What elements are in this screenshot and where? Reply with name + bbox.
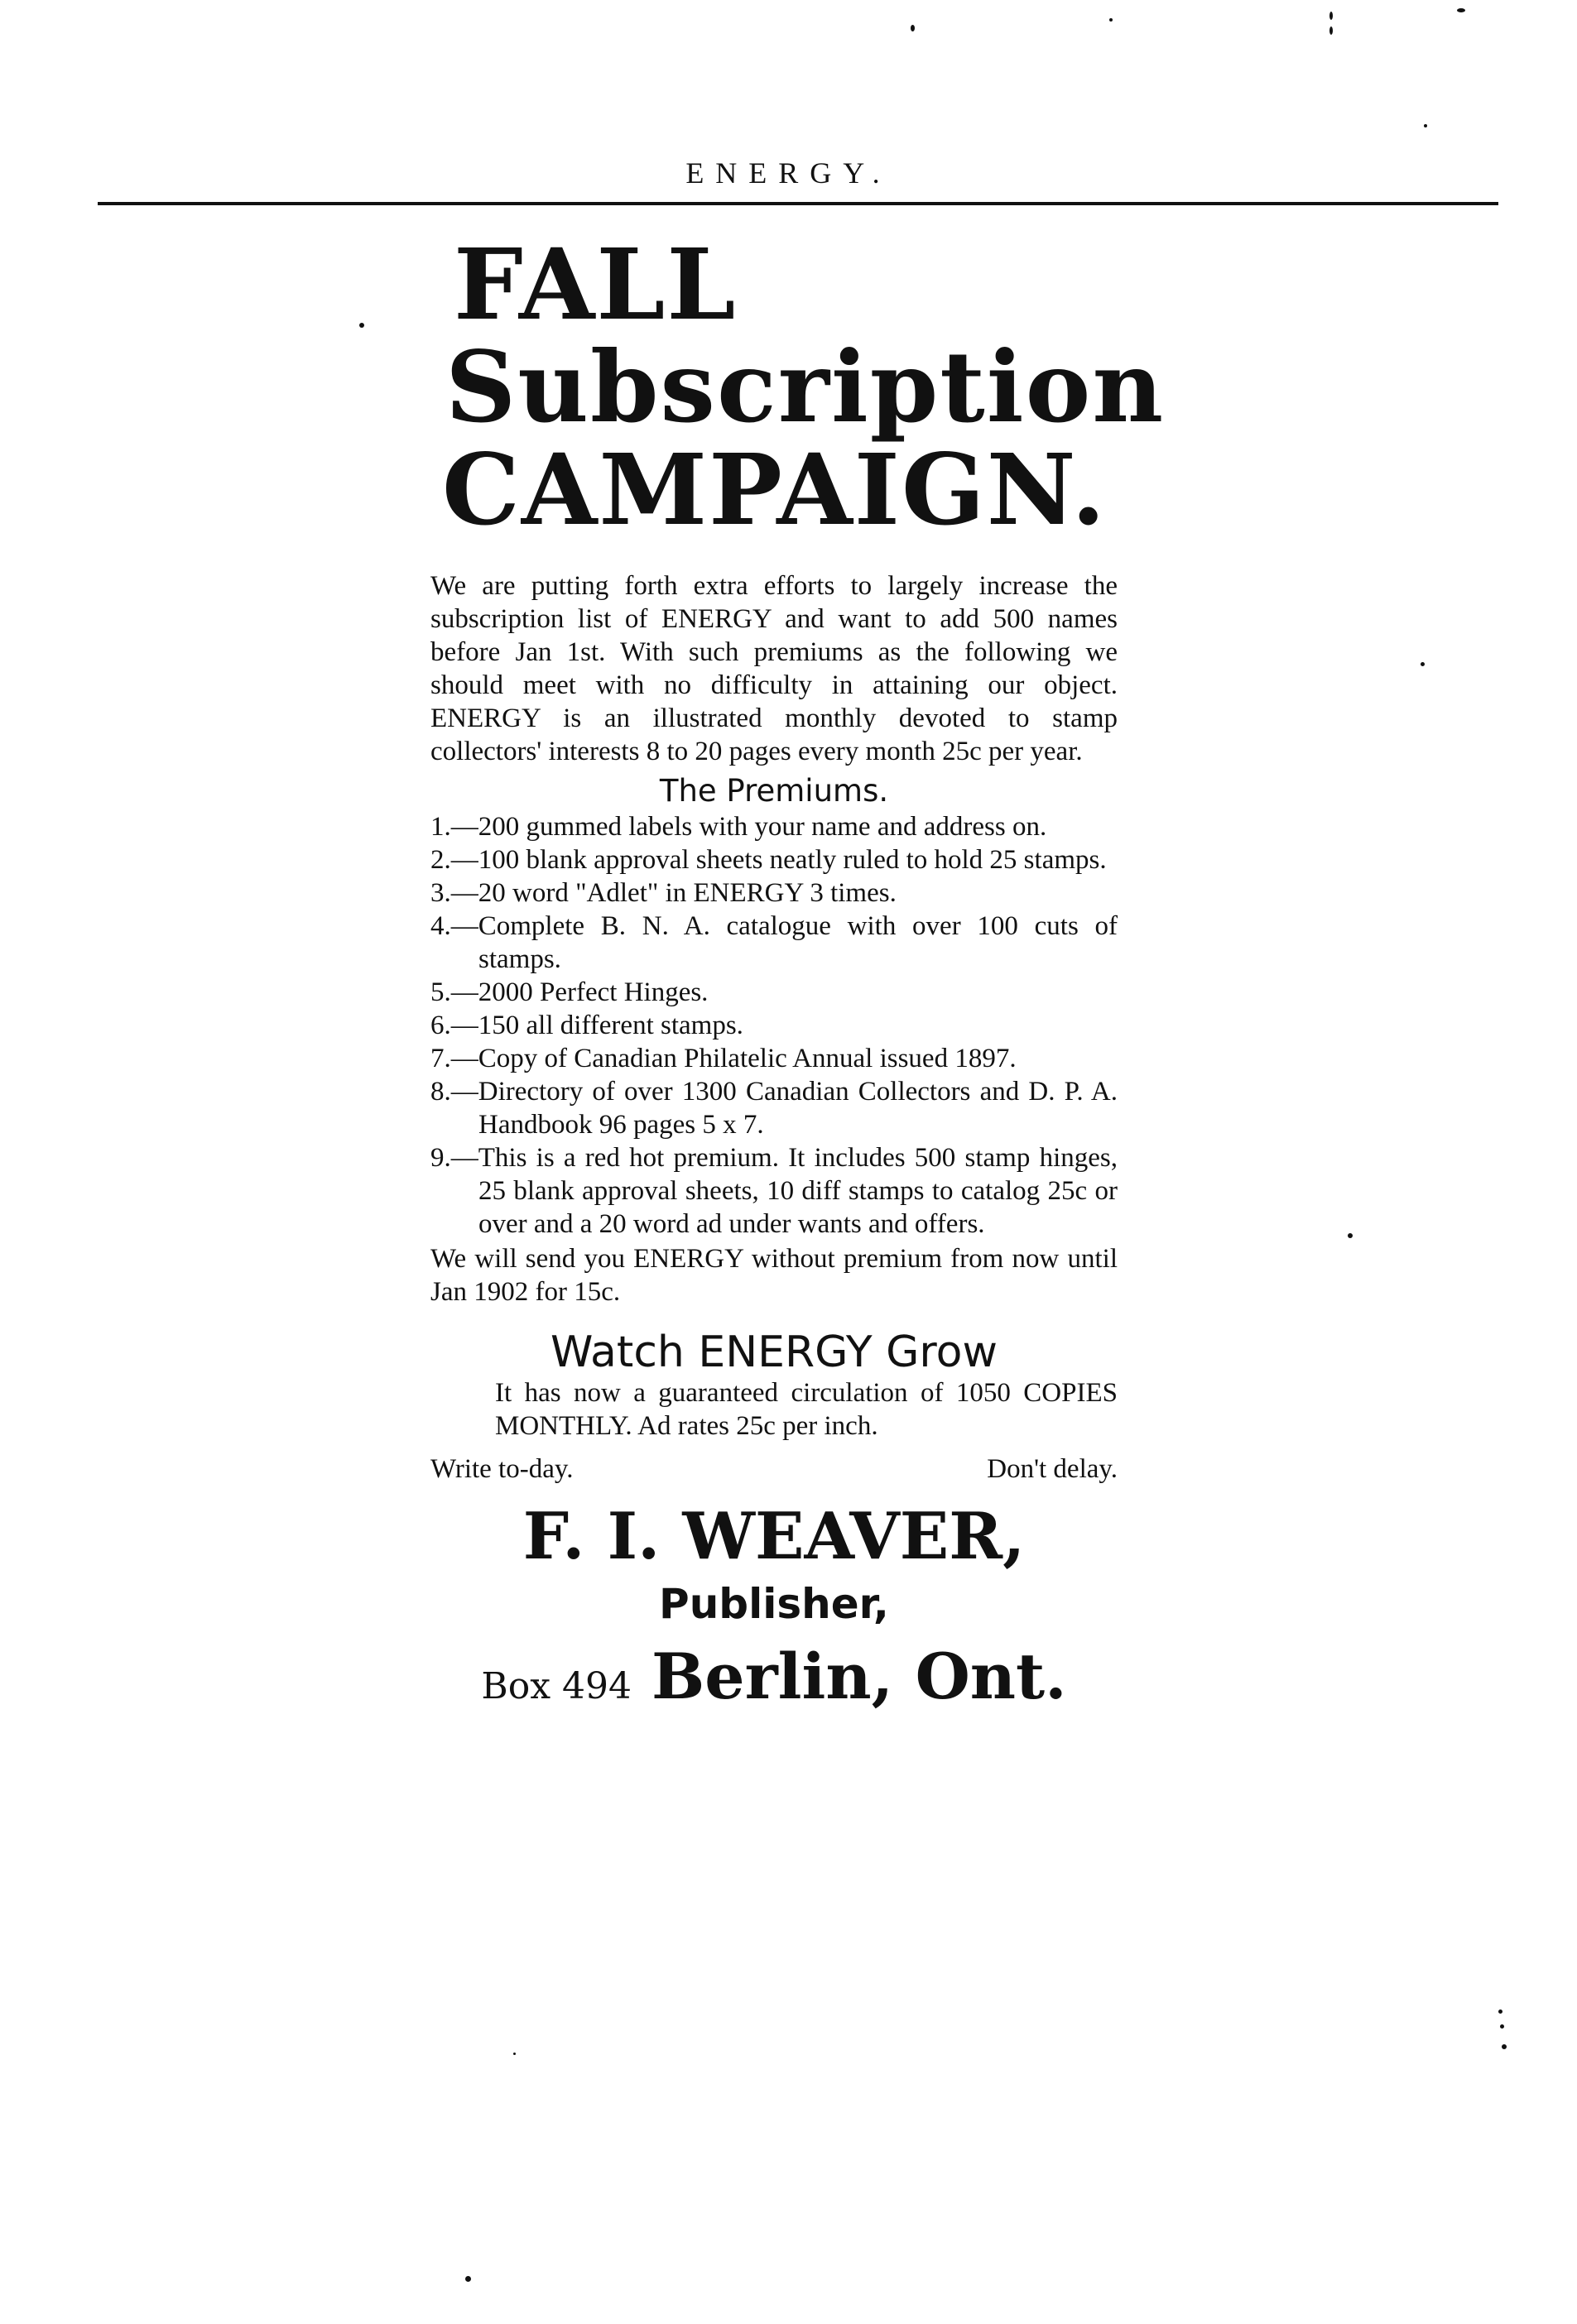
scan-speck (1424, 124, 1427, 127)
headline-line-1: FALL (454, 227, 738, 342)
premium-item: 4.—Complete B. N. A. catalogue with over 100 cuts of stamps. (430, 911, 1118, 974)
scan-speck (465, 2276, 471, 2282)
premium-item: 3.—20 word "Adlet" in ENERGY 3 times. (430, 878, 897, 908)
headline-line-2: Subscription (445, 329, 1166, 444)
header-rule (98, 202, 1498, 205)
running-head: ENERGY. (685, 156, 892, 190)
publisher-name: F. I. WEAVER, (522, 1499, 1026, 1574)
call-to-action-row (430, 1451, 1118, 1487)
scan-speck (513, 2053, 516, 2055)
scan-speck (1109, 18, 1113, 22)
premium-item: 7.—Copy of Canadian Philatelic Annual issued 1897. (430, 1044, 1017, 1073)
premium-item: 5.—2000 Perfect Hinges. (430, 977, 709, 1007)
scan-speck (1500, 2024, 1504, 2029)
premium-item: 9.—This is a red hot premium. It includes 500 stamp hinges, 25 blank approval sheets, 10 diff stamps to catalog 25c or over and a 20 word ad under wants and offers. (430, 1143, 1118, 1239)
premium-item: 1.—200 gummed labels with your name and address on. (430, 812, 1047, 842)
intro-paragraph: We are putting forth extra efforts to largely increase the subscription list of ENERGY and want to add 500 names before Jan 1st. With such premiums as the following we should meet with no difficulty in attaining our object. ENERGY is an illustrated monthly devoted to stamp collectors' interests 8 to 20 pages every month 25c per year. (430, 571, 1118, 766)
offer-paragraph: We will send you ENERGY without premium from now until Jan 1902 for 15c. (430, 1244, 1118, 1307)
scan-speck (1329, 12, 1333, 20)
premium-item: 6.—150 all different stamps. (430, 1011, 743, 1040)
premiums-list (430, 810, 1118, 1241)
scan-speck (1498, 2009, 1502, 2014)
premiums-heading: The Premiums. (659, 773, 889, 809)
publisher-title: Publisher, (659, 1580, 889, 1628)
scan-speck (1329, 26, 1333, 35)
premium-item: 8.—Directory of over 1300 Canadian Collectors and D. P. A. Handbook 96 pages 5 x 7. (430, 1077, 1118, 1140)
dont-delay-text: Don't delay. (987, 1454, 1118, 1484)
circulation-text: It has now a guaranteed circulation of 1050 COPIES MONTHLY. Ad rates 25c per inch. (495, 1378, 1118, 1441)
scan-speck (1421, 662, 1425, 666)
grow-heading: Watch ENERGY Grow (550, 1328, 998, 1377)
premium-item: 2.—100 blank approval sheets neatly ruled to hold 25 stamps. (430, 845, 1107, 875)
ad-column (430, 217, 1166, 1713)
city: Berlin, Ont. (651, 1640, 1067, 1713)
write-today-text: Write to-day. (430, 1454, 574, 1484)
scan-speck (1502, 2044, 1507, 2049)
scan-speck (911, 25, 915, 31)
headline-line-3: CAMPAIGN. (442, 432, 1108, 547)
box-number: Box 494 (481, 1665, 632, 1707)
scan-speck (1348, 1233, 1353, 1238)
address-line (430, 1640, 1118, 1713)
scan-speck (1457, 8, 1465, 12)
scan-speck (359, 323, 364, 328)
